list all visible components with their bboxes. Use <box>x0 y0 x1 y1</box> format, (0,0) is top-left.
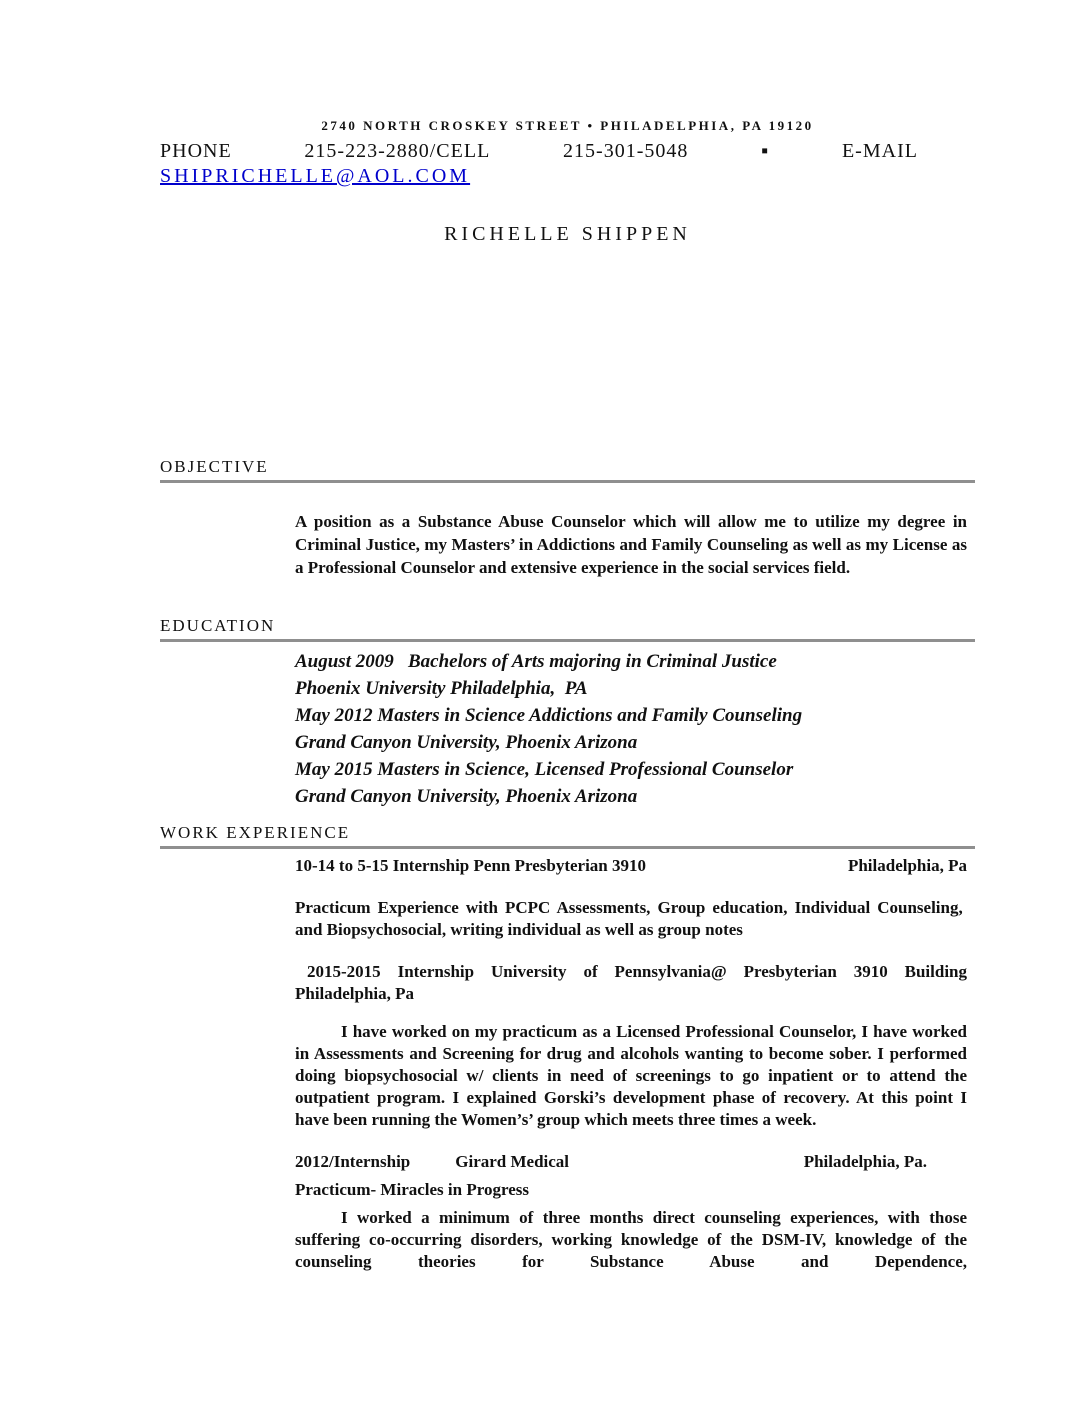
objective-text: A position as a Substance Abuse Counselor which will allow me to utilize my degree in Criminal Justice, my Masters’ in Addictions and Family Counseling as well as my License as a Professional Counselor and extensive experience in the social services field. <box>295 512 967 577</box>
work-experience-section <box>160 822 975 1273</box>
education-line: Phoenix University Philadelphia, PA <box>295 678 588 699</box>
phone-label: PHONE <box>160 140 232 162</box>
separator-bullet: ▪ <box>761 140 770 162</box>
job-title: 2012/Internship <box>295 1152 411 1171</box>
person-name: RICHELLE SHIPPEN <box>444 223 691 245</box>
contact-line <box>160 139 918 163</box>
education-line: May 2012 Masters in Science Addictions and Family Counseling <box>295 705 803 726</box>
job-company: Girard Medical <box>455 1152 570 1171</box>
address-line: 2740 NORTH CROSKEY STREET • PHILADELPHIA, PA 19120 <box>321 118 814 133</box>
work-experience-heading: WORK EXPERIENCE <box>160 823 351 842</box>
resume-header <box>160 118 975 246</box>
job-title-row <box>295 1151 967 1173</box>
job-title-row <box>295 855 967 877</box>
education-line: Grand Canyon University, Phoenix Arizona <box>295 786 638 807</box>
phone-number: 215-223-2880/CELL <box>304 140 491 162</box>
job-subtitle: Practicum- Miracles in Progress <box>295 1180 529 1199</box>
job-entry <box>160 961 975 1131</box>
job-entry <box>160 1151 975 1273</box>
job-title: 10-14 to 5-15 Internship Penn Presbyterian 3910 <box>295 856 647 875</box>
job-entry <box>160 855 975 941</box>
job-description: I worked a minimum of three months direct counseling experiences, with those suffering co-occurring disorders, working knowledge of the DSM-IV, knowledge of the counseling theories for Substance Abuse and Dependence, <box>295 1208 967 1271</box>
job-location: Philadelphia, Pa. <box>803 1152 927 1171</box>
education-heading: EDUCATION <box>160 616 276 635</box>
email-link[interactable]: SHIPRICHELLE@AOL.COM <box>160 165 471 187</box>
job-description: Practicum Experience with PCPC Assessments, Group education, Individual Counseling, and Biopsychosocial, writing individual as well as group notes <box>295 898 967 939</box>
objective-heading: OBJECTIVE <box>160 457 269 476</box>
job-location: Philadelphia, Pa <box>847 856 967 875</box>
job-description: I have worked on my practicum as a Licensed Professional Counselor, I have worked in Assessments and Screening for drug and alcohols wanting to become sober. I performed doing biopsychosocial w/ clients in need of screenings to go inpatient or to attend the outpatient program. I explained Gorski’s development phase of recovery. At this point I have been running the Women’s’ group which meets three times a week. <box>295 1022 967 1129</box>
education-line: August 2009 Bachelors of Arts majoring in Criminal Justice <box>295 651 777 672</box>
email-label: E-MAIL <box>841 140 918 162</box>
objective-section <box>160 456 975 579</box>
section-divider <box>160 846 975 849</box>
education-line: May 2015 Masters in Science, Licensed Professional Counselor <box>295 759 794 780</box>
education-line: Grand Canyon University, Phoenix Arizona <box>295 732 638 753</box>
email-row <box>160 164 975 190</box>
education-list <box>295 648 975 810</box>
section-divider <box>160 639 975 642</box>
cell-number: 215-301-5048 <box>563 140 689 162</box>
job-title: 2015-2015 Internship University of Pennsylvania@ Presbyterian 3910 Building Philadelphia, Pa <box>295 962 967 1003</box>
education-section <box>160 615 975 810</box>
section-divider <box>160 480 975 483</box>
